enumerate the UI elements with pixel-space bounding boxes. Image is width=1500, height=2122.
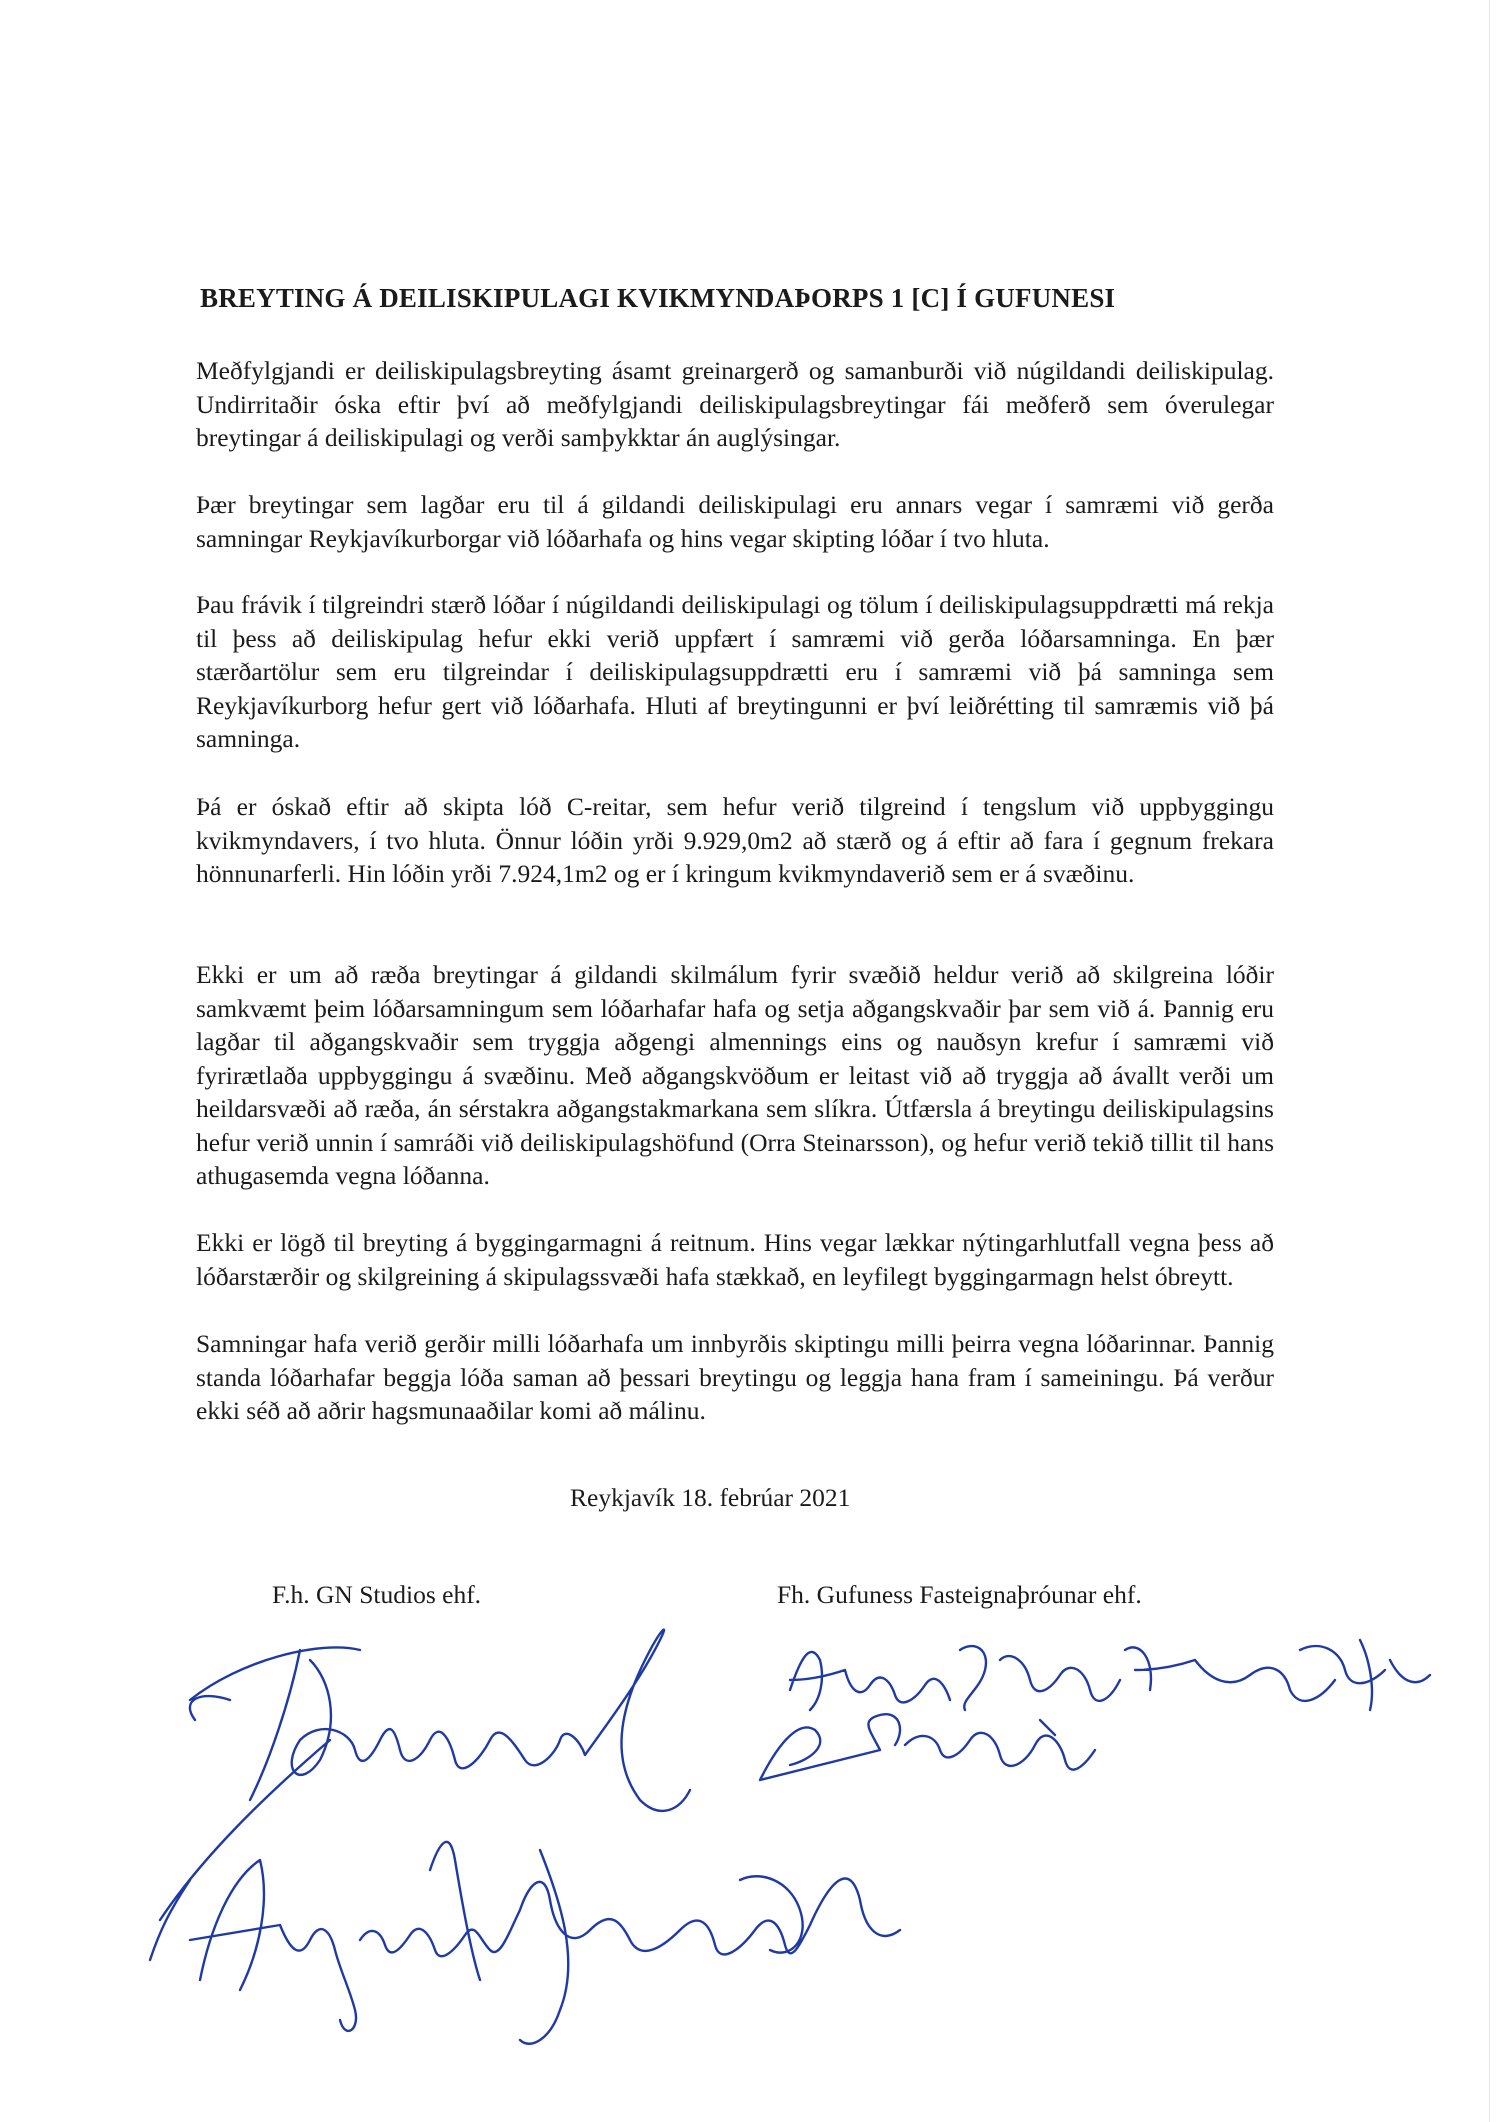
signature-right-bottom <box>760 1714 1095 1780</box>
paragraph-lot-split: Þá er óskað eftir að skipta lóð C-reitar, sem hefur verið tilgreind í tengslum við uppbyggingu kvikmyndavers, í tvo hluta. Önnur lóðin yrði 9.929,0m2 að stærð og á eftir að fara í gegnum frekara hönnunarferli. Hin lóðin yrði 7.924,1m2 og er í kringum kvikmyndaverið sem er á svæðinu. <box>196 792 1274 888</box>
signature-left-bottom <box>190 1842 900 2044</box>
document-title: BREYTING Á DEILISKIPULAGI KVIKMYNDAÞORPS 1 [C] Í GUFUNESI <box>200 283 1116 313</box>
paragraph-agreements: Samningar hafa verið gerðir milli lóðarhafa um innbyrðis skiptingu milli þeirra vegna lóðarinnar. Þannig standa lóðarhafar beggja lóða saman að þessari breytingu og leggja hana fram í sameiningu. Þá verður ekki séð að aðrir hagsmunaaðilar komi að málinu. <box>196 1329 1274 1425</box>
signatory-label-gn-studios: F.h. GN Studios ehf. <box>272 1580 482 1609</box>
paragraph-changes: Þær breytingar sem lagðar eru til á gildandi deiliskipulagi eru annars vegar í samræmi við gerða samningar Reykjavíkurborgar við lóðarhafa og hins vegar skipting lóðar í tvo hluta. <box>196 490 1274 553</box>
paragraph-building-volume: Ekki er lögð til breyting á byggingarmagni á reitnum. Hins vegar lækkar nýtingarhlutfall vegna þess að lóðarstærðir og skilgreining á skipulagssvæði hafa stækkað, en leyfilegt byggingarmagn helst óbreytt. <box>196 1228 1274 1291</box>
paragraph-terms: Ekki er um að ræða breytingar á gildandi skilmálum fyrir svæðið heldur verið að skilgreina lóðir samkvæmt þeim lóðarsamningum sem lóðarhafar hafa og setja aðgangskvaðir þar sem við á. Þannig eru lagðar til aðgangskvaðir sem tryggja aðgengi almennings eins og nauðsyn krefur í samræmi við fyrirætlaða uppbyggingu á svæðinu. Með aðgangskvöðum er leitast við að tryggja að ávallt verði um heildarsvæði að ræða, án sérstakra aðgangstakmarkana sem slíkra. Útfærsla á breytingu deiliskipulagsins hefur verið unnin í samráði við deiliskipulagshöfund (Orra Steinarsson), og hefur verið tekið tillit til hans athugasemda vegna lóðanna. <box>196 960 1274 1190</box>
signatory-label-gufunes: Fh. Gufuness Fasteignaþróunar ehf. <box>777 1580 1142 1609</box>
paragraph-intro: Meðfylgjandi er deiliskipulagsbreyting ásamt greinargerð og samanburði við núgildandi deiliskipulag. Undirritaðir óska eftir því að meðfylgjandi deiliskipulagsbreytingar fái meðferð sem óverulegar breytingar á deiliskipulagi og verði samþykktar án auglýsingar. <box>196 356 1274 452</box>
scan-page-edge <box>1489 0 1490 2122</box>
paragraph-deviations: Þau frávik í tilgreindri stærð lóðar í núgildandi deiliskipulagi og tölum í deiliskipulagsuppdrætti má rekja til þess að deiliskipulag hefur ekki verið uppfært í samræmi við gerða lóðarsamninga. En þær stærðartölur sem eru tilgreindar í deiliskipulagsuppdrætti eru í samræmi við þá samninga sem Reykjavíkurborg hefur gert við lóðarhafa. Hluti af breytingunni er því leiðrétting til samræmis við þá samninga. <box>196 590 1274 753</box>
signature-left-top <box>150 1630 690 1960</box>
signature-right-top <box>790 1640 1430 1710</box>
date-line: Reykjavík 18. febrúar 2021 <box>570 1483 851 1512</box>
